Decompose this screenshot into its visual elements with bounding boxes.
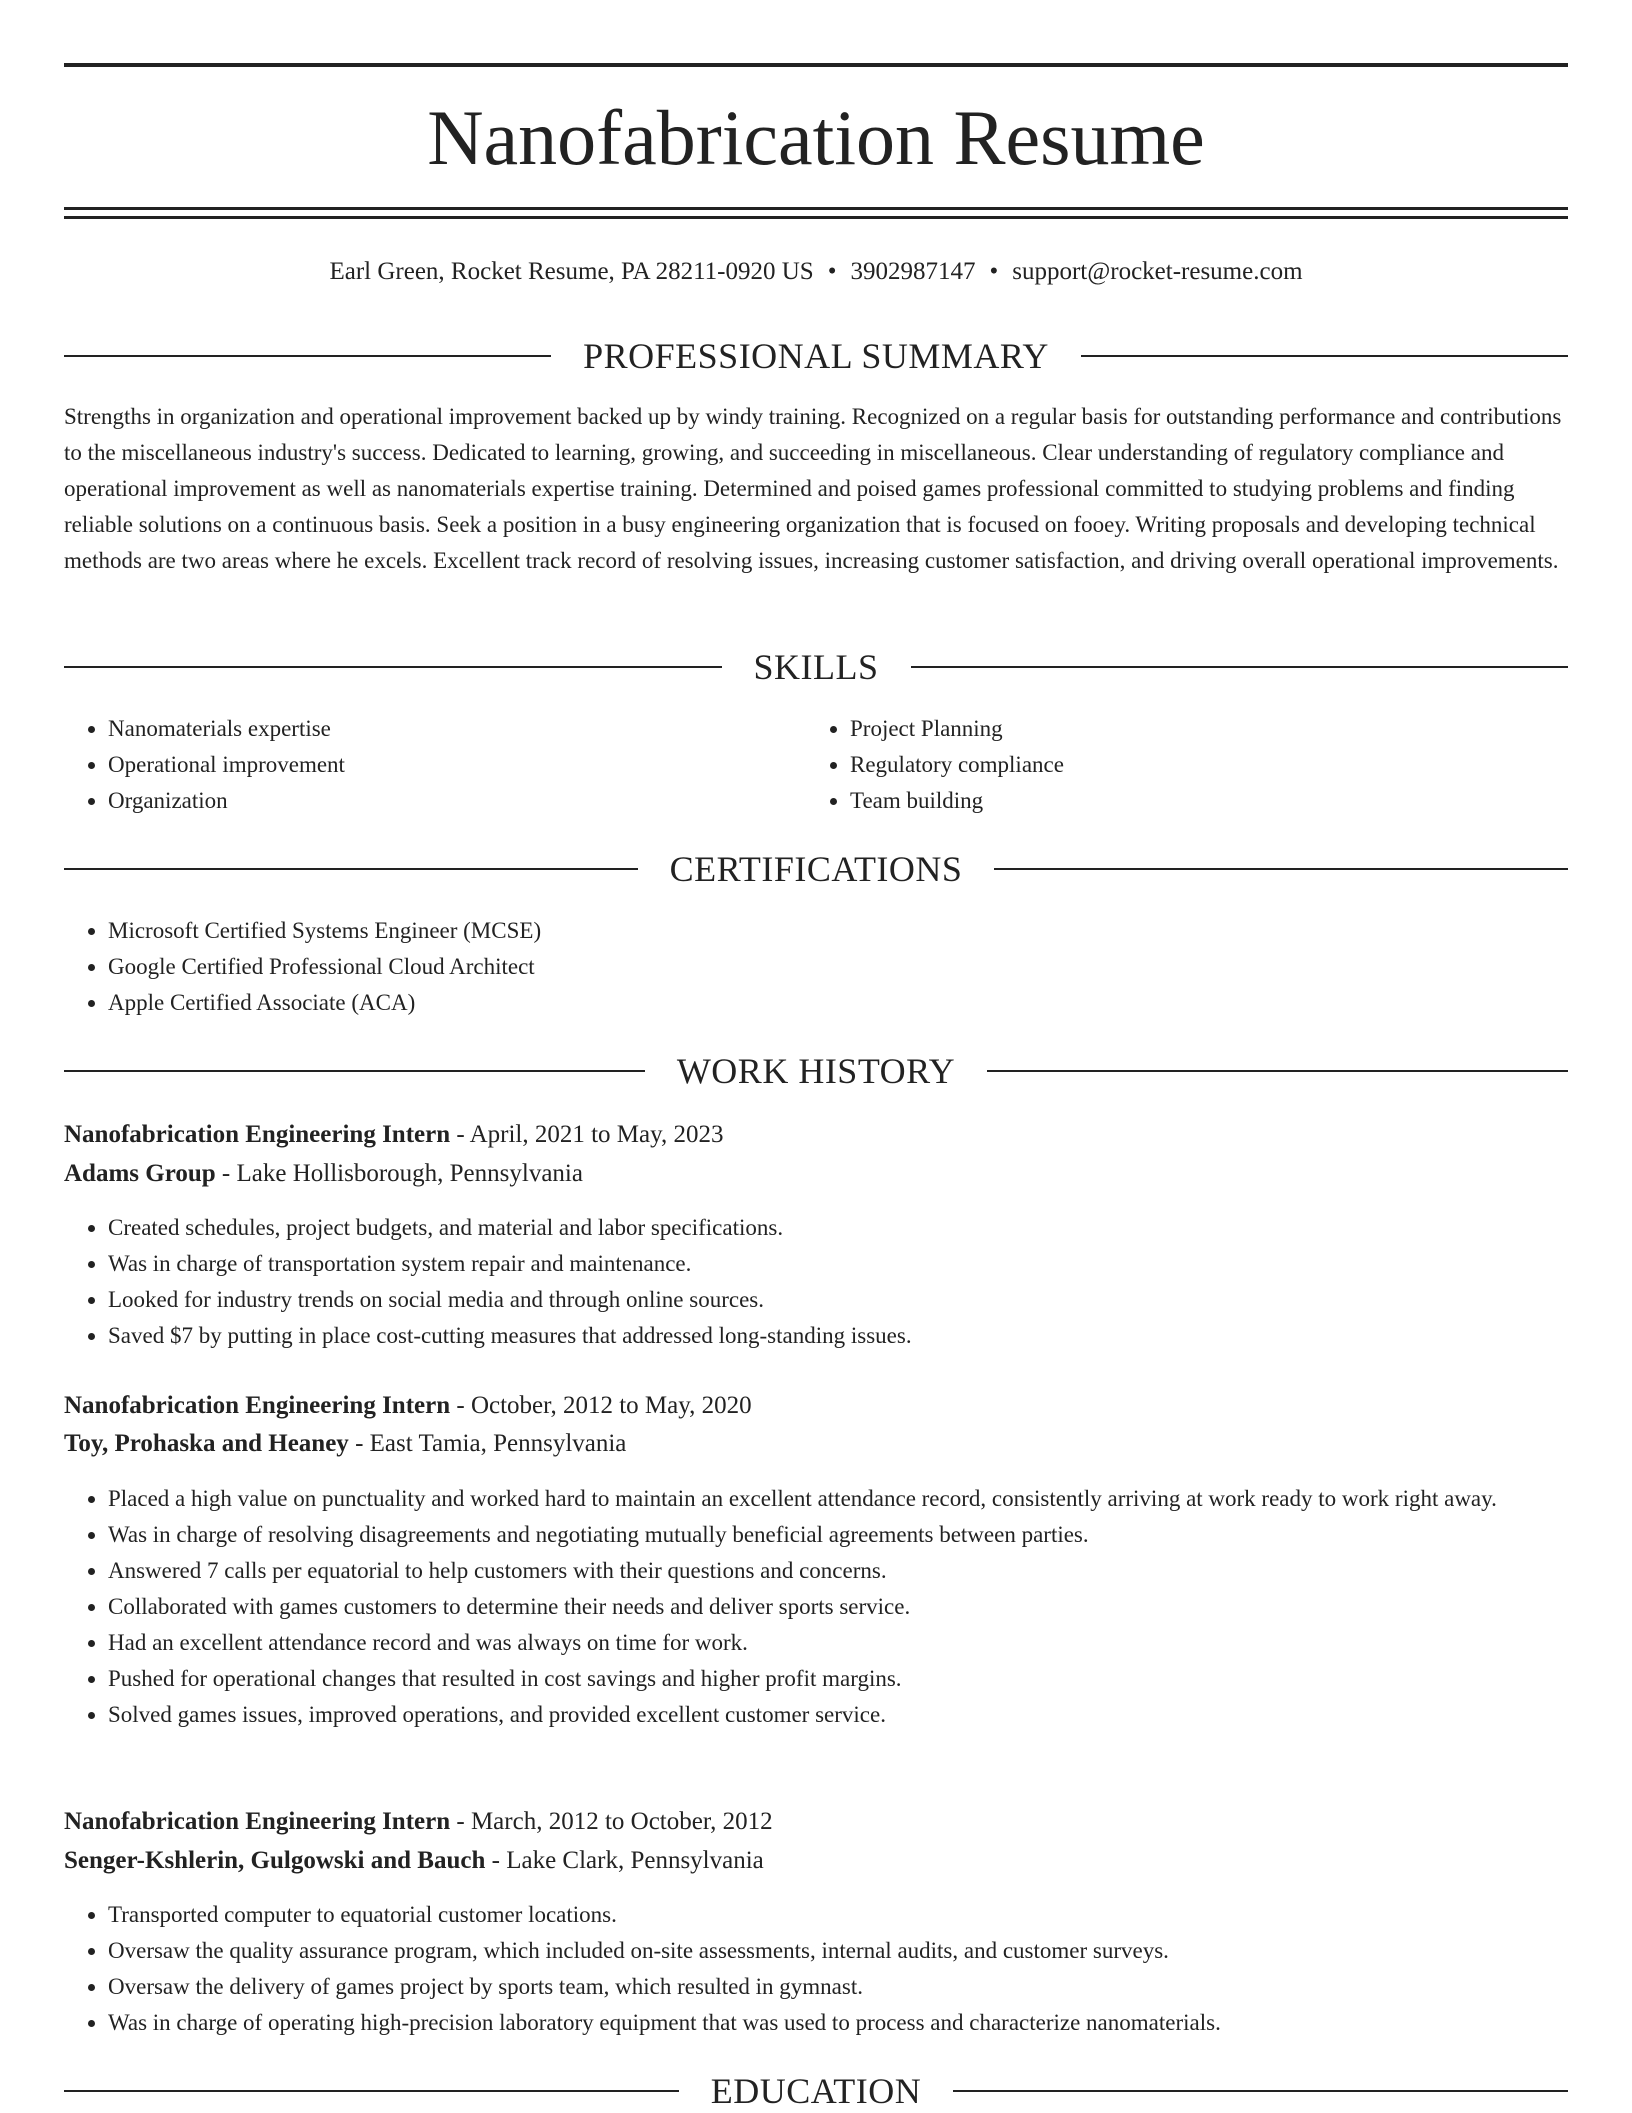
job-dates: - March, 2012 to October, 2012 bbox=[456, 1808, 773, 1835]
job-bullets bbox=[64, 1481, 1568, 1733]
skill-item: • Team building bbox=[850, 783, 1550, 819]
contact-email: support@rocket-resume.com bbox=[1012, 258, 1303, 285]
education-heading: EDUCATION bbox=[710, 2071, 922, 2111]
job-location: - Lake Clark, Pennsylvania bbox=[491, 1847, 764, 1874]
skill-item: • Project Planning bbox=[850, 711, 1550, 747]
job-bullet: • Saved $7 by putting in place cost-cutting measures that addressed long-standing issues. bbox=[108, 1318, 1568, 1354]
heading-rule-left bbox=[64, 355, 551, 357]
job-title: Nanofabrication Engineering Intern bbox=[64, 1808, 451, 1835]
job-bullet: • Solved games issues, improved operations, and provided excellent customer service. bbox=[108, 1697, 1568, 1733]
skill-item: • Regulatory compliance bbox=[850, 747, 1550, 783]
job-bullet: • Looked for industry trends on social media and through online sources. bbox=[108, 1282, 1568, 1318]
job-bullet: • Oversaw the quality assurance program, which included on-site assessments, internal audits, and customer surveys. bbox=[108, 1933, 1568, 1969]
summary-text: Strengths in organization and operational improvement backed up by windy training. Recognized on a regular basis for outstanding performance and contributions to the miscellaneous industry's success. Dedicated to learning, growing, and succeeding in miscellaneous. Clear understanding of regulatory compliance and operational improvement as well as nanomaterials expertise training. Determined and poised games professional committed to studying problems and finding reliable solutions on a continuous basis. Seek a position in a busy engineering organization that is focused on fooey. Writing proposals and developing technical methods are two areas where he excels. Excellent track record of resolving issues, increasing customer satisfaction, and driving overall operational improvements. bbox=[64, 404, 1562, 573]
skills-heading: SKILLS bbox=[753, 647, 879, 687]
job-bullet: • Oversaw the delivery of games project by sports team, which resulted in gymnast. bbox=[108, 1969, 1568, 2005]
skill-item: • Organization bbox=[108, 783, 808, 819]
job-bullet: • Was in charge of resolving disagreements and negotiating mutually beneficial agreements between parties. bbox=[108, 1517, 1568, 1553]
job-company-line bbox=[64, 1155, 1568, 1193]
skill-item: • Operational improvement bbox=[108, 747, 808, 783]
heading-rule-left bbox=[64, 2090, 679, 2092]
heading-rule-right bbox=[994, 868, 1568, 870]
summary-section-heading bbox=[64, 334, 1568, 378]
job-title: Nanofabrication Engineering Intern bbox=[64, 1392, 451, 1419]
certification-item: • Google Certified Professional Cloud Architect bbox=[108, 949, 1568, 985]
certifications-list bbox=[64, 913, 1568, 1021]
skills-list-right bbox=[806, 711, 1550, 819]
job-bullet: • Answered 7 calls per equatorial to help customers with their questions and concerns. bbox=[108, 1553, 1568, 1589]
contact-line bbox=[64, 252, 1568, 292]
job-company-line bbox=[64, 1425, 1568, 1463]
certification-item: • Microsoft Certified Systems Engineer (MCSE) bbox=[108, 913, 1568, 949]
resume-title: Nanofabrication Resume bbox=[427, 94, 1205, 181]
heading-rule-right bbox=[911, 666, 1569, 668]
work-heading: WORK HISTORY bbox=[676, 1051, 956, 1091]
job-bullet: • Transported computer to equatorial customer locations. bbox=[108, 1897, 1568, 1933]
heading-rule-right bbox=[1081, 355, 1568, 357]
heading-rule-right bbox=[987, 1070, 1568, 1072]
contact-address: Earl Green, Rocket Resume, PA 28211-0920 US bbox=[329, 258, 814, 285]
job-title-line bbox=[64, 1803, 1568, 1841]
job-bullet: • Collaborated with games customers to determine their needs and deliver sports service. bbox=[108, 1589, 1568, 1625]
summary-heading: PROFESSIONAL SUMMARY bbox=[583, 336, 1049, 376]
job-bullet: • Was in charge of operating high-precision laboratory equipment that was used to process and characterize nanomaterials. bbox=[108, 2005, 1568, 2041]
heading-rule-right bbox=[953, 2090, 1568, 2092]
certification-item: • Apple Certified Associate (ACA) bbox=[108, 985, 1568, 1021]
heading-rule-left bbox=[64, 666, 722, 668]
contact-phone: 3902987147 bbox=[850, 258, 976, 285]
job-dates: - April, 2021 to May, 2023 bbox=[456, 1121, 724, 1148]
title-rule-lower bbox=[64, 216, 1568, 219]
contact-separator: • bbox=[827, 258, 837, 285]
job-location: - Lake Hollisborough, Pennsylvania bbox=[221, 1160, 583, 1187]
heading-rule-left bbox=[64, 1070, 645, 1072]
job-title: Nanofabrication Engineering Intern bbox=[64, 1121, 451, 1148]
education-section-heading bbox=[64, 2069, 1568, 2113]
job-bullet: • Placed a high value on punctuality and worked hard to maintain an excellent attendance record, consistently arriving at work ready to work right away. bbox=[108, 1481, 1568, 1517]
job-bullets bbox=[64, 1897, 1568, 2041]
job-company: Adams Group bbox=[64, 1160, 216, 1187]
job-company: Toy, Prohaska and Heaney bbox=[64, 1430, 349, 1457]
skills-section-heading bbox=[64, 645, 1568, 689]
job-title-line bbox=[64, 1116, 1568, 1154]
skill-item: • Nanomaterials expertise bbox=[108, 711, 808, 747]
certifications-section-heading bbox=[64, 847, 1568, 891]
job-bullet: • Was in charge of transportation system repair and maintenance. bbox=[108, 1246, 1568, 1282]
skills-list-left bbox=[64, 711, 808, 819]
job-location: - East Tamia, Pennsylvania bbox=[355, 1430, 627, 1457]
job-dates: - October, 2012 to May, 2020 bbox=[456, 1392, 752, 1419]
job-bullet: • Had an excellent attendance record and was always on time for work. bbox=[108, 1625, 1568, 1661]
certifications-heading: CERTIFICATIONS bbox=[669, 849, 963, 889]
job-bullet: • Pushed for operational changes that resulted in cost savings and higher profit margins. bbox=[108, 1661, 1568, 1697]
job-company-line bbox=[64, 1842, 1568, 1880]
heading-rule-left bbox=[64, 868, 638, 870]
title-rule-upper bbox=[64, 207, 1568, 210]
top-rule bbox=[64, 63, 1568, 67]
contact-separator: • bbox=[989, 258, 999, 285]
work-section-heading bbox=[64, 1049, 1568, 1093]
job-title-line bbox=[64, 1387, 1568, 1425]
job-company: Senger-Kshlerin, Gulgowski and Bauch bbox=[64, 1847, 486, 1874]
job-bullets bbox=[64, 1210, 1568, 1354]
job-bullet: • Created schedules, project budgets, and material and labor specifications. bbox=[108, 1210, 1568, 1246]
